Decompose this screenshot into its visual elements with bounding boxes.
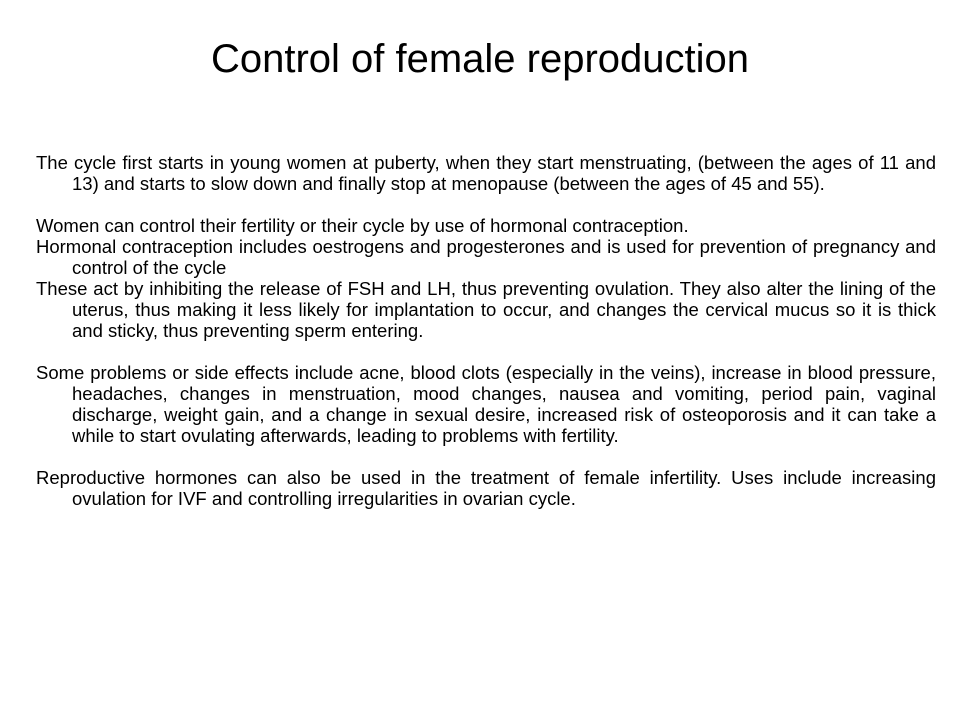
paragraph-infertility-treatment: Reproductive hormones can also be used in the treatment of female infertility. Uses include increasing ovulation for IVF and controlling irregularities in ovarian cycle. xyxy=(36,467,936,509)
paragraph-hormonal-contraception: Hormonal contraception includes oestrogens and progesterones and is used for prevention of pregnancy and control of the cycle xyxy=(36,236,936,278)
paragraph-spacer xyxy=(36,194,936,215)
slide-body xyxy=(36,152,936,509)
slide-title: Control of female reproduction xyxy=(210,37,750,81)
paragraph-puberty: The cycle first starts in young women at puberty, when they start menstruating, (between the ages of 11 and 13) and starts to slow down and finally stop at menopause (between the ages of 45 and 55). xyxy=(36,152,936,194)
paragraph-control-fertility: Women can control their fertility or their cycle by use of hormonal contraception. xyxy=(36,215,689,236)
paragraph-spacer xyxy=(36,446,936,467)
paragraph-side-effects: Some problems or side effects include acne, blood clots (especially in the veins), increase in blood pressure, headaches, changes in menstruation, mood changes, nausea and vomiting, period pain, vaginal discharge, weight gain, and a change in sexual desire, increased risk of osteoporosis and it can take a while to start ovulating afterwards, leading to problems with fertility. xyxy=(36,362,936,446)
paragraph-spacer xyxy=(36,341,936,362)
paragraph-mechanism: These act by inhibiting the release of FSH and LH, thus preventing ovulation. They also alter the lining of the uterus, thus making it less likely for implantation to occur, and changes the cervical mucus so it is thick and sticky, thus preventing sperm entering. xyxy=(36,278,936,341)
